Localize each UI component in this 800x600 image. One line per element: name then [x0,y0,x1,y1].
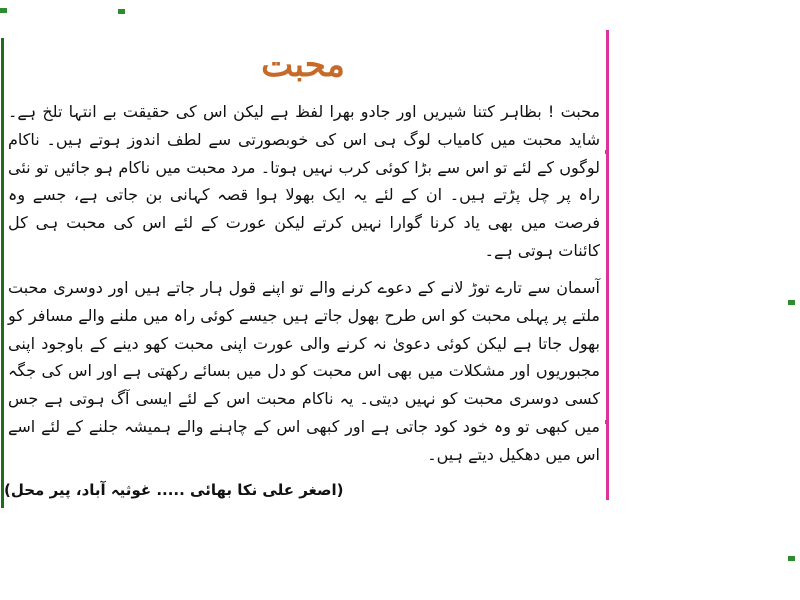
decorative-mark [605,420,608,424]
author-credit: (اصغر علی نکا بھائی ..... غوثیہ آباد، پیر محل) [4,481,344,499]
right-border-line [606,30,609,500]
decorative-mark [788,556,795,561]
article-panel [4,38,602,508]
decorative-mark [118,9,125,14]
article-paragraph: آسمان سے تارے توڑ لانے کے دعوے کرنے والے تو اپنے قول ہار جاتے ہیں اور دوسری محبت ملتے پر پہلی محبت کو اس طرح بھول جاتے ہیں جیسے کوئی راہ میں ملنے والے مسافر کو بھول جاتا ہے لیکن کوئی دعویٰ نہ کرنے والی عورت اپنی محبت کھو دینے کے باوجود اپنی مجبوریوں اور مشکلات میں بھی اس محبت کو دل میں بسائے رکھتی ہے اور اس کی جگہ کسی دوسری محبت کو نہیں دیتی۔ یہ ناکام محبت اس کے لئے ایسی آگ ہوتی ہے جس میں کبھی تو وہ خود کود جاتی ہے اور کبھی اس کے چاہنے والے ہمیشہ جلنے کے لئے اسے اس میں دھکیل دیتے ہیں۔ [8,278,600,464]
article-title: محبت [261,45,345,85]
decorative-mark [0,8,7,13]
decorative-mark [788,300,795,305]
decorative-mark [605,150,608,154]
article-paragraph: محبت ! بظاہر کتنا شیریں اور جادو بھرا لفظ ہے لیکن اس کی حقیقت بے انتہا تلخ ہے۔ شاید محبت میں کامیاب لوگ ہی اس کی خوبصورتی سے لطف اندوز ہوتے ہیں۔ ناکام لوگوں کے لئے تو اس سے بڑا کوئی کرب نہیں ہوتا۔ مرد محبت میں ناکام ہو جائیں تو نئی راہ پر چل پڑتے ہیں۔ ان کے لئے یہ ایک بھولا ہوا قصہ کہانی بن جاتی ہے، جسے وہ فرصت میں بھی یاد کرنا گوارا نہیں کرتے لیکن عورت کے لئے اس کی محبت ہی کل کائنات ہوتی ہے۔ [8,102,600,260]
